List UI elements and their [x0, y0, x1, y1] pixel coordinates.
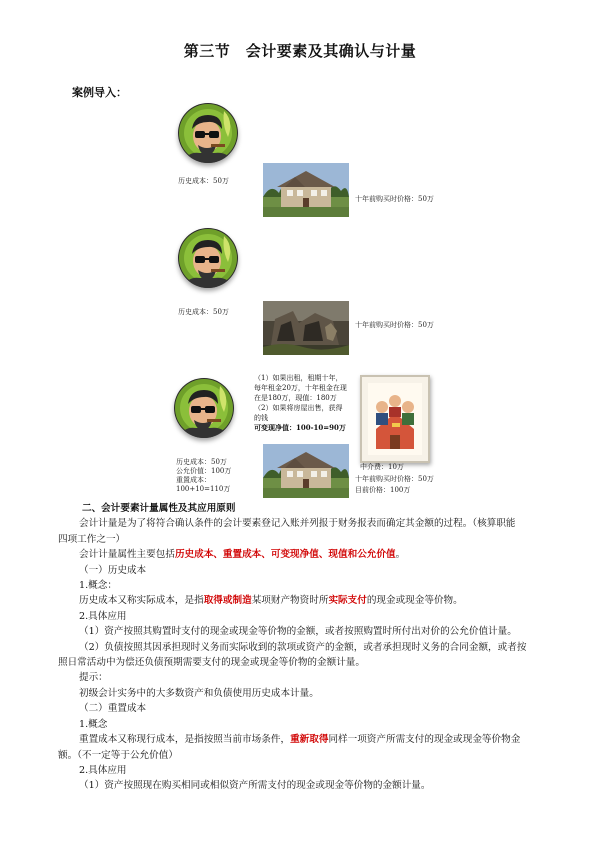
- case-intro-label: 案例导入：: [72, 86, 127, 99]
- subheading: 1.概念: [79, 718, 108, 730]
- historical-cost-caption: 历史成本：50万: [178, 177, 229, 185]
- definition: [60, 593, 570, 608]
- house-photo: [263, 444, 349, 498]
- real-estate-agents-icon: [362, 377, 428, 461]
- highlight-text: 重新取得: [290, 734, 329, 746]
- paragraph: 照日常活动中为偿还负债预期需要支付的现金或现金等价物的金额计量。: [58, 657, 365, 669]
- ruined-house-icon: [263, 301, 349, 355]
- valuation-list: [176, 458, 231, 494]
- house-icon: [263, 444, 349, 498]
- scenario-notes: [254, 373, 347, 433]
- text-span: 历史成本又称实际成本，是指: [79, 595, 204, 607]
- paragraph: 会计计量是为了将符合确认条件的会计要素登记入账并列报于财务报表而确定其金额的过程。（核算职能: [79, 518, 516, 530]
- price-line: 目前价格：100万: [355, 486, 411, 494]
- subheading: （一）历史成本: [79, 564, 147, 576]
- valuation-line: 公允价值：100万: [176, 467, 232, 475]
- subheading: （二）重置成本: [79, 703, 147, 715]
- text-span: 同样一项资产所需支付的现金或现金等价物金: [328, 734, 521, 746]
- text-span: 的现金或现金等价物。: [366, 595, 463, 607]
- page-title: 第三节 会计要素及其确认与计量: [183, 42, 417, 60]
- note-line: （1）如果出租，租期十年，: [254, 374, 343, 382]
- ruined-house-photo: [263, 301, 349, 355]
- net-realizable-value: 可变现净值：100-10=90万: [254, 423, 346, 432]
- text-span: 重置成本又称现行成本，是指按照当前市场条件，: [79, 734, 291, 746]
- paragraph: 额。（不一定等于公允价值）: [58, 749, 178, 761]
- cartoon-man-icon: [174, 378, 234, 438]
- tip-text: 初级会计实务中的大多数资产和负债使用历史成本计量。: [79, 687, 319, 699]
- purchase-price-caption: 十年前购买时价格：50万: [355, 195, 434, 203]
- paragraph: 四项工作之一）: [58, 533, 126, 545]
- highlight-text: 历史成本、重置成本、可变现净值、现值和公允价值: [174, 549, 396, 561]
- section-heading: 二、会计要素计量属性及其应用原则: [82, 503, 236, 514]
- historical-cost-caption: 历史成本：50万: [178, 308, 229, 316]
- house-icon: [263, 163, 349, 217]
- paragraph: [60, 547, 570, 562]
- paragraph: （1）资产按照现在购买相同或相似资产所需支付的现金或现金等价物的金额计量。: [79, 780, 431, 792]
- price-list: [355, 474, 434, 496]
- agent-picture-frame: [360, 375, 430, 463]
- subheading: 2.具体应用: [79, 764, 127, 776]
- avatar-image: [174, 378, 234, 438]
- highlight-text: 实际支付: [328, 595, 367, 607]
- paragraph: （2）负债按照其因承担现时义务而实际收到的款项或资产的金额，或者承担现时义务的合同金额，或者按: [79, 641, 527, 653]
- valuation-line: 历史成本：50万: [176, 458, 227, 466]
- cartoon-man-icon: [178, 228, 238, 288]
- text-span: 某项财产物资时所: [251, 595, 329, 607]
- valuation-line: 重置成本：: [176, 476, 211, 484]
- purchase-price-caption: 十年前购买时价格：50万: [355, 321, 434, 329]
- house-photo: [263, 163, 349, 217]
- main-text: [60, 501, 570, 794]
- avatar-image: [178, 103, 238, 163]
- highlight-text: 取得或制造: [203, 595, 252, 607]
- tip-label: 提示：: [79, 672, 108, 684]
- subheading: 2.具体应用: [79, 610, 127, 622]
- agent-fee-caption: 中介费：10万: [360, 463, 404, 471]
- valuation-line: 100+10=110万: [176, 485, 231, 493]
- subheading: 1.概念：: [79, 580, 117, 592]
- definition: [60, 732, 570, 747]
- avatar-image: [178, 228, 238, 288]
- note-line: （2）如果将房屋出售，获得: [254, 404, 343, 412]
- note-line: 每年租金20万，十年租金在现: [254, 384, 347, 392]
- note-line: 在是180万，现值：180万: [254, 394, 337, 402]
- cartoon-man-icon: [178, 103, 238, 163]
- text-span: 会计计量属性主要包括: [79, 549, 175, 561]
- note-line: 的钱: [254, 414, 268, 422]
- paragraph: （1）资产按照其购置时支付的现金或现金等价物的金额，或者按照购置时所付出对价的公允价值计量。: [79, 626, 517, 638]
- text-span: 。: [395, 549, 406, 561]
- price-line: 十年前购买时价格：50万: [355, 475, 434, 483]
